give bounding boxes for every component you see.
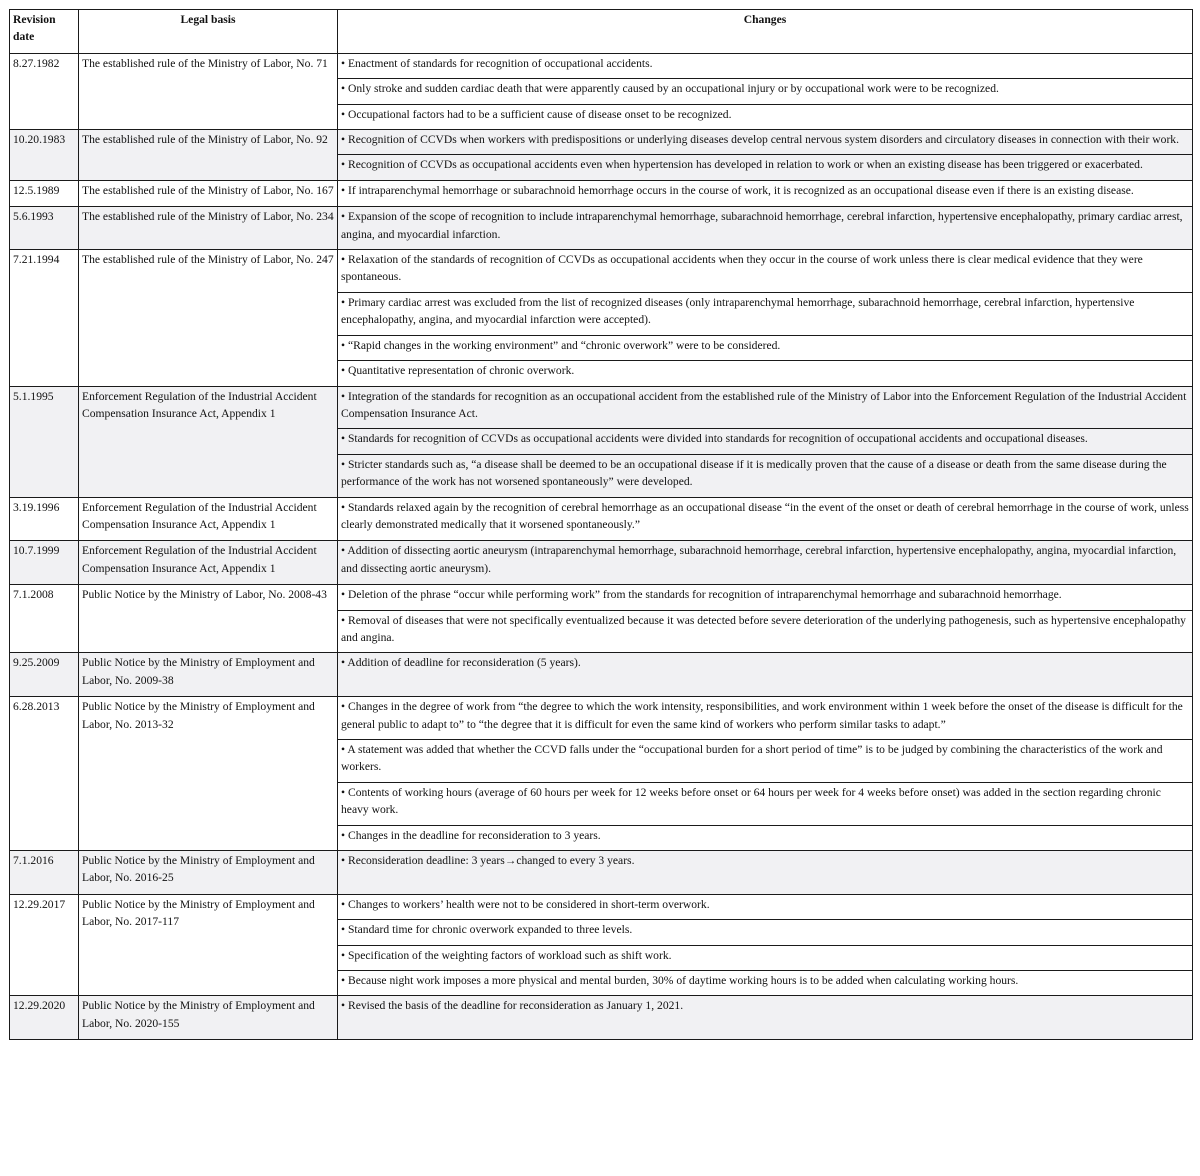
header-row [10, 10, 1193, 54]
change-item-cell: • Because night work imposes a more physical and mental burden, 30% of daytime working hours is to be added when calculating working hours. [338, 971, 1193, 996]
revision-group [10, 894, 1193, 996]
legal-basis-cell: The established rule of the Ministry of Labor, No. 71 [79, 53, 338, 129]
change-item-cell: • “Rapid changes in the working environment” and “chronic overwork” were to be considered. [338, 335, 1193, 360]
revision-group [10, 497, 1193, 541]
change-item-cell: • Addition of deadline for reconsideration (5 years). [338, 653, 1193, 697]
revision-date-cell: 12.29.2020 [10, 996, 79, 1040]
legal-basis-cell: Public Notice by the Ministry of Employment and Labor, No. 2013-32 [79, 697, 338, 851]
revision-history-table [9, 9, 1193, 1040]
revision-date-cell: 7.1.2016 [10, 851, 79, 895]
table-row [10, 541, 1193, 585]
change-item-cell: • Integration of the standards for recognition as an occupational accident from the established rule of the Ministry of Labor into the Enforcement Regulation of the Industrial Accident Compensation Insurance Act. [338, 386, 1193, 429]
header-revision-date: Revision date [10, 10, 79, 54]
change-item-cell: • Expansion of the scope of recognition to include intraparenchymal hemorrhage, subarachnoid hemorrhage, cerebral infarction, hypertensive encephalopathy, primary cardiac arrest, angina, and myocardial infarction. [338, 207, 1193, 250]
legal-basis-cell: The established rule of the Ministry of Labor, No. 167 [79, 180, 338, 206]
revision-date-cell: 7.1.2008 [10, 585, 79, 653]
table-row [10, 996, 1193, 1040]
change-item-cell: • Specification of the weighting factors of workload such as shift work. [338, 945, 1193, 970]
change-item-cell: • Standards for recognition of CCVDs as occupational accidents were divided into standards for recognition of occupational accidents and occupational diseases. [338, 429, 1193, 454]
table-row [10, 894, 1193, 919]
change-item-cell: • Reconsideration deadline: 3 years→changed to every 3 years. [338, 851, 1193, 895]
legal-basis-cell: The established rule of the Ministry of Labor, No. 92 [79, 130, 338, 181]
change-item-cell: • Contents of working hours (average of 60 hours per week for 12 weeks before onset or 64 hours per week for 4 weeks before onset) was added in the section regarding chronic heavy work. [338, 782, 1193, 825]
revision-date-cell: 3.19.1996 [10, 497, 79, 541]
legal-basis-cell: Enforcement Regulation of the Industrial Accident Compensation Insurance Act, Appendix 1 [79, 541, 338, 585]
revision-date-cell: 7.21.1994 [10, 250, 79, 386]
change-item-cell: • Enactment of standards for recognition of occupational accidents. [338, 53, 1193, 78]
revision-group [10, 697, 1193, 851]
revision-group [10, 386, 1193, 497]
revision-date-cell: 10.7.1999 [10, 541, 79, 585]
table-row [10, 653, 1193, 697]
table-row [10, 207, 1193, 250]
change-item-cell: • Quantitative representation of chronic overwork. [338, 361, 1193, 386]
revision-date-cell: 6.28.2013 [10, 697, 79, 851]
table-row [10, 851, 1193, 895]
revision-date-cell: 12.29.2017 [10, 894, 79, 996]
change-item-cell: • Deletion of the phrase “occur while performing work” from the standards for recognition of intraparenchymal hemorrhage and subarachnoid hemorrhage. [338, 585, 1193, 610]
revision-group [10, 250, 1193, 386]
revision-date-cell: 12.5.1989 [10, 180, 79, 206]
header-legal-basis: Legal basis [79, 10, 338, 54]
change-item-cell: • Removal of diseases that were not specifically eventualized because it was detected before severe deterioration of the underlying pathogenesis, such as hypertensive encephalopathy and angina. [338, 610, 1193, 653]
table-row [10, 497, 1193, 541]
legal-basis-cell: The established rule of the Ministry of Labor, No. 234 [79, 207, 338, 250]
change-item-cell: • Addition of dissecting aortic aneurysm (intraparenchymal hemorrhage, subarachnoid hemorrhage, cerebral infarction, hypertensive encephalopathy, angina, myocardial infarction, and dissecting aortic aneurysm). [338, 541, 1193, 585]
revision-date-cell: 5.1.1995 [10, 386, 79, 497]
change-item-cell: • A statement was added that whether the CCVD falls under the “occupational burden for a short period of time” is to be judged by combining the characteristics of the work and workers. [338, 740, 1193, 783]
change-item-cell: • Occupational factors had to be a sufficient cause of disease onset to be recognized. [338, 104, 1193, 129]
revision-group [10, 53, 1193, 129]
revision-date-cell: 10.20.1983 [10, 130, 79, 181]
legal-basis-cell: Enforcement Regulation of the Industrial Accident Compensation Insurance Act, Appendix 1 [79, 386, 338, 497]
legal-basis-cell: The established rule of the Ministry of Labor, No. 247 [79, 250, 338, 386]
table-row [10, 180, 1193, 206]
change-item-cell: • Stricter standards such as, “a disease shall be deemed to be an occupational disease if it is medically proven that the cause of a disease or death from the same disease during the performance of the work has not worsened spontaneously” were developed. [338, 454, 1193, 497]
revision-group [10, 851, 1193, 895]
change-item-cell: • Primary cardiac arrest was excluded from the list of recognized diseases (only intraparenchymal hemorrhage, subarachnoid hemorrhage, cerebral infarction, hypertensive encephalopathy, angina, and myocardial infarction were accepted). [338, 292, 1193, 335]
revision-group [10, 996, 1193, 1040]
change-item-cell: • Revised the basis of the deadline for reconsideration as January 1, 2021. [338, 996, 1193, 1040]
revision-group [10, 130, 1193, 181]
revision-date-cell: 9.25.2009 [10, 653, 79, 697]
change-item-cell: • Changes in the deadline for reconsideration to 3 years. [338, 825, 1193, 850]
revision-date-cell: 5.6.1993 [10, 207, 79, 250]
table-row [10, 697, 1193, 740]
table-row [10, 130, 1193, 155]
table-row [10, 585, 1193, 610]
header-changes: Changes [338, 10, 1193, 54]
change-item-cell: • Recognition of CCVDs when workers with predispositions or underlying diseases develop central nervous system disorders and circulatory diseases in connection with their work. [338, 130, 1193, 155]
change-item-cell: • Changes in the degree of work from “the degree to which the work intensity, responsibilities, and work environment within 1 week before the onset of the disease is difficult for the general public to adapt to” to “the degree that it is difficult for even the same kind of workers who perform similar tasks to adapt.” [338, 697, 1193, 740]
revision-group [10, 207, 1193, 250]
table-header [10, 10, 1193, 54]
revision-group [10, 585, 1193, 653]
legal-basis-cell: Public Notice by the Ministry of Labor, No. 2008-43 [79, 585, 338, 653]
revision-date-cell: 8.27.1982 [10, 53, 79, 129]
change-item-cell: • Recognition of CCVDs as occupational accidents even when hypertension has developed in relation to work or when an existing disease has been triggered or exacerbated. [338, 155, 1193, 180]
table-row [10, 386, 1193, 429]
table-row [10, 250, 1193, 293]
change-item-cell: • Only stroke and sudden cardiac death that were apparently caused by an occupational injury or by occupational work were to be recognized. [338, 79, 1193, 104]
revision-group [10, 541, 1193, 585]
change-item-cell: • Standards relaxed again by the recognition of cerebral hemorrhage as an occupational disease “in the event of the onset or death of cerebral hemorrhage in the course of work, unless clearly demonstrated medically that it worsened spontaneously.” [338, 497, 1193, 541]
revision-group [10, 180, 1193, 206]
legal-basis-cell: Enforcement Regulation of the Industrial Accident Compensation Insurance Act, Appendix 1 [79, 497, 338, 541]
table-row [10, 53, 1193, 78]
change-item-cell: • Changes to workers’ health were not to be considered in short-term overwork. [338, 894, 1193, 919]
change-item-cell: • If intraparenchymal hemorrhage or subarachnoid hemorrhage occurs in the course of work, it is recognized as an occupational disease even if there is an existing disease. [338, 180, 1193, 206]
legal-basis-cell: Public Notice by the Ministry of Employment and Labor, No. 2016-25 [79, 851, 338, 895]
legal-basis-cell: Public Notice by the Ministry of Employment and Labor, No. 2020-155 [79, 996, 338, 1040]
legal-basis-cell: Public Notice by the Ministry of Employment and Labor, No. 2017-117 [79, 894, 338, 996]
legal-basis-cell: Public Notice by the Ministry of Employment and Labor, No. 2009-38 [79, 653, 338, 697]
change-item-cell: • Relaxation of the standards of recognition of CCVDs as occupational accidents when they occur in the course of work unless there is clear medical evidence that they were spontaneous. [338, 250, 1193, 293]
change-item-cell: • Standard time for chronic overwork expanded to three levels. [338, 920, 1193, 945]
revision-table-wrapper [9, 9, 1192, 1040]
revision-group [10, 653, 1193, 697]
